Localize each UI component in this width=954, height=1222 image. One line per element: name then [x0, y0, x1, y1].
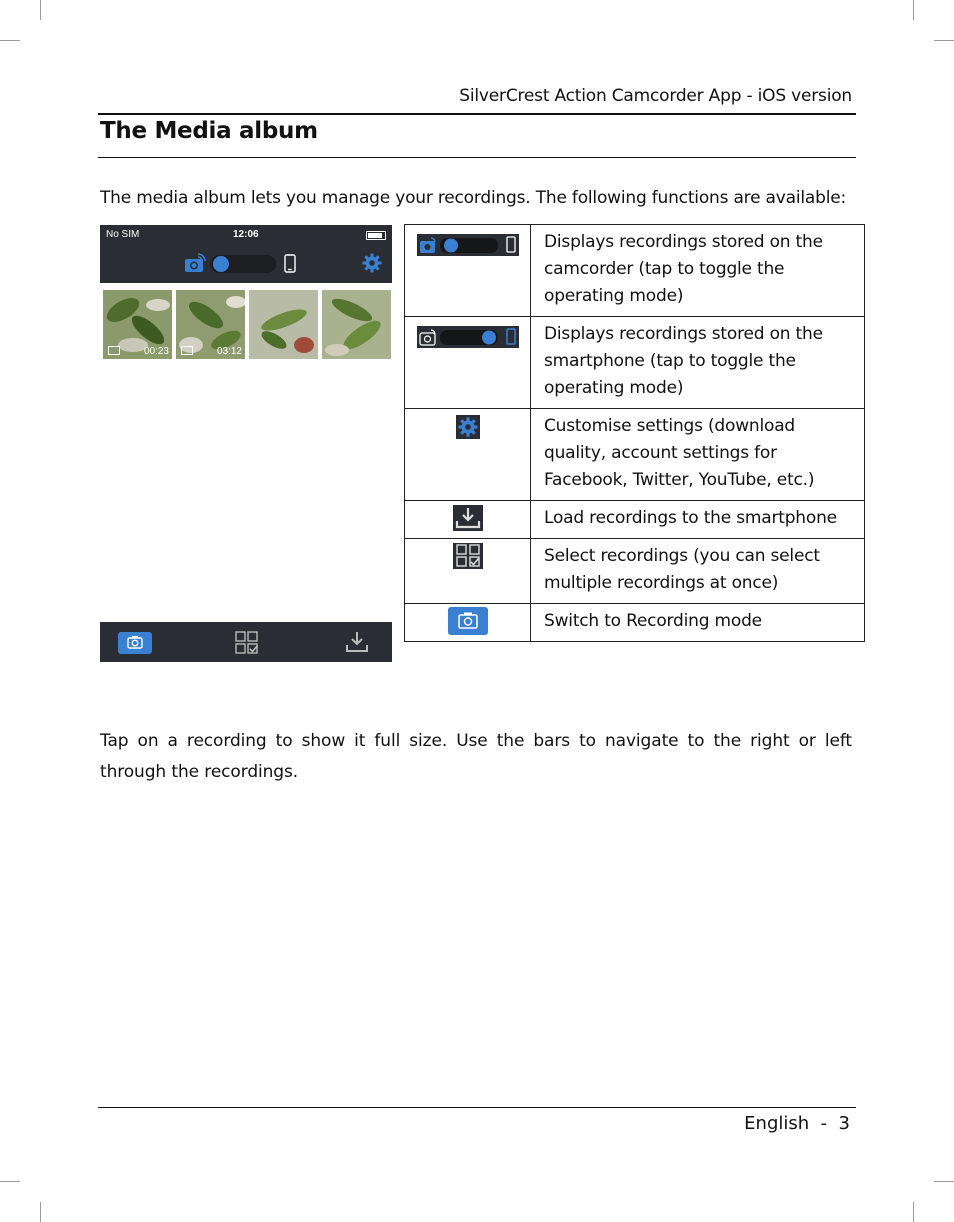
download-icon — [453, 505, 483, 531]
recording-thumbnail[interactable] — [322, 290, 391, 359]
icon-cell — [405, 409, 531, 501]
function-description: Displays recordings stored on the smartphone (tap to toggle the operating mode) — [531, 317, 865, 409]
page-footer — [744, 1113, 850, 1134]
header-rule — [98, 113, 856, 115]
camcorder-toggle-icon — [417, 234, 519, 256]
download-icon[interactable] — [345, 631, 369, 657]
icon-cell — [405, 501, 531, 539]
camera-icon — [448, 607, 488, 635]
table-row — [405, 317, 865, 409]
battery-icon — [366, 231, 386, 240]
recording-thumbnail[interactable] — [103, 290, 172, 359]
thumbnail-grid — [103, 290, 391, 359]
video-icon — [108, 346, 120, 355]
table-row — [405, 501, 865, 539]
function-table — [404, 224, 865, 642]
intro-text: The media album lets you manage your recordings. The following functions are available: — [100, 188, 847, 208]
body-paragraph: Tap on a recording to show it full size. Use the bars to navigate to the right or left through the recordings. — [100, 731, 852, 782]
icon-cell — [405, 225, 531, 317]
function-description: Select recordings (you can select multiple recordings at once) — [531, 539, 865, 604]
table-row — [405, 409, 865, 501]
recording-duration: 00:23 — [143, 346, 169, 357]
clock-label: 12:06 — [233, 229, 259, 240]
phone-bottom-bar — [100, 622, 392, 662]
source-toggle[interactable] — [210, 255, 276, 273]
toggle-knob — [213, 256, 229, 272]
function-description: Load recordings to the smartphone — [531, 501, 865, 539]
crop-mark — [934, 40, 954, 41]
smartphone-icon[interactable] — [284, 254, 296, 277]
running-header: SilverCrest Action Camcorder App - iOS version — [459, 86, 852, 106]
crop-mark — [0, 1181, 20, 1182]
table-row — [405, 604, 865, 642]
table-row — [405, 539, 865, 604]
table-row — [405, 225, 865, 317]
recording-thumbnail[interactable] — [249, 290, 318, 359]
footer-label: English - 3 — [744, 1113, 850, 1134]
icon-cell — [405, 539, 531, 604]
function-description: Customise settings (download quality, account settings for Facebook, Twitter, YouTube, etc.) — [531, 409, 865, 501]
crop-mark — [913, 0, 914, 20]
page-title: The Media album — [100, 118, 318, 144]
camcorder-wifi-icon[interactable] — [184, 253, 206, 277]
smartphone-toggle-icon — [417, 326, 519, 348]
video-icon — [181, 346, 193, 355]
crop-mark — [934, 1181, 954, 1182]
select-grid-icon[interactable] — [235, 631, 259, 658]
crop-mark — [40, 0, 41, 20]
function-description: Displays recordings stored on the camcorder (tap to toggle the operating mode) — [531, 225, 865, 317]
gear-icon — [456, 415, 480, 439]
crop-mark — [0, 40, 20, 41]
gear-icon[interactable] — [362, 253, 382, 277]
icon-cell — [405, 317, 531, 409]
crop-mark — [40, 1202, 41, 1222]
title-rule — [98, 157, 856, 158]
camera-button[interactable] — [118, 632, 152, 654]
select-grid-icon — [453, 543, 483, 569]
recording-duration: 03:12 — [216, 346, 242, 357]
recording-thumbnail[interactable] — [176, 290, 245, 359]
function-description: Switch to Recording mode — [531, 604, 865, 642]
carrier-label: No SIM — [106, 229, 140, 240]
footer-rule — [98, 1107, 856, 1108]
phone-top-bar — [100, 225, 392, 283]
crop-mark — [913, 1202, 914, 1222]
icon-cell — [405, 604, 531, 642]
